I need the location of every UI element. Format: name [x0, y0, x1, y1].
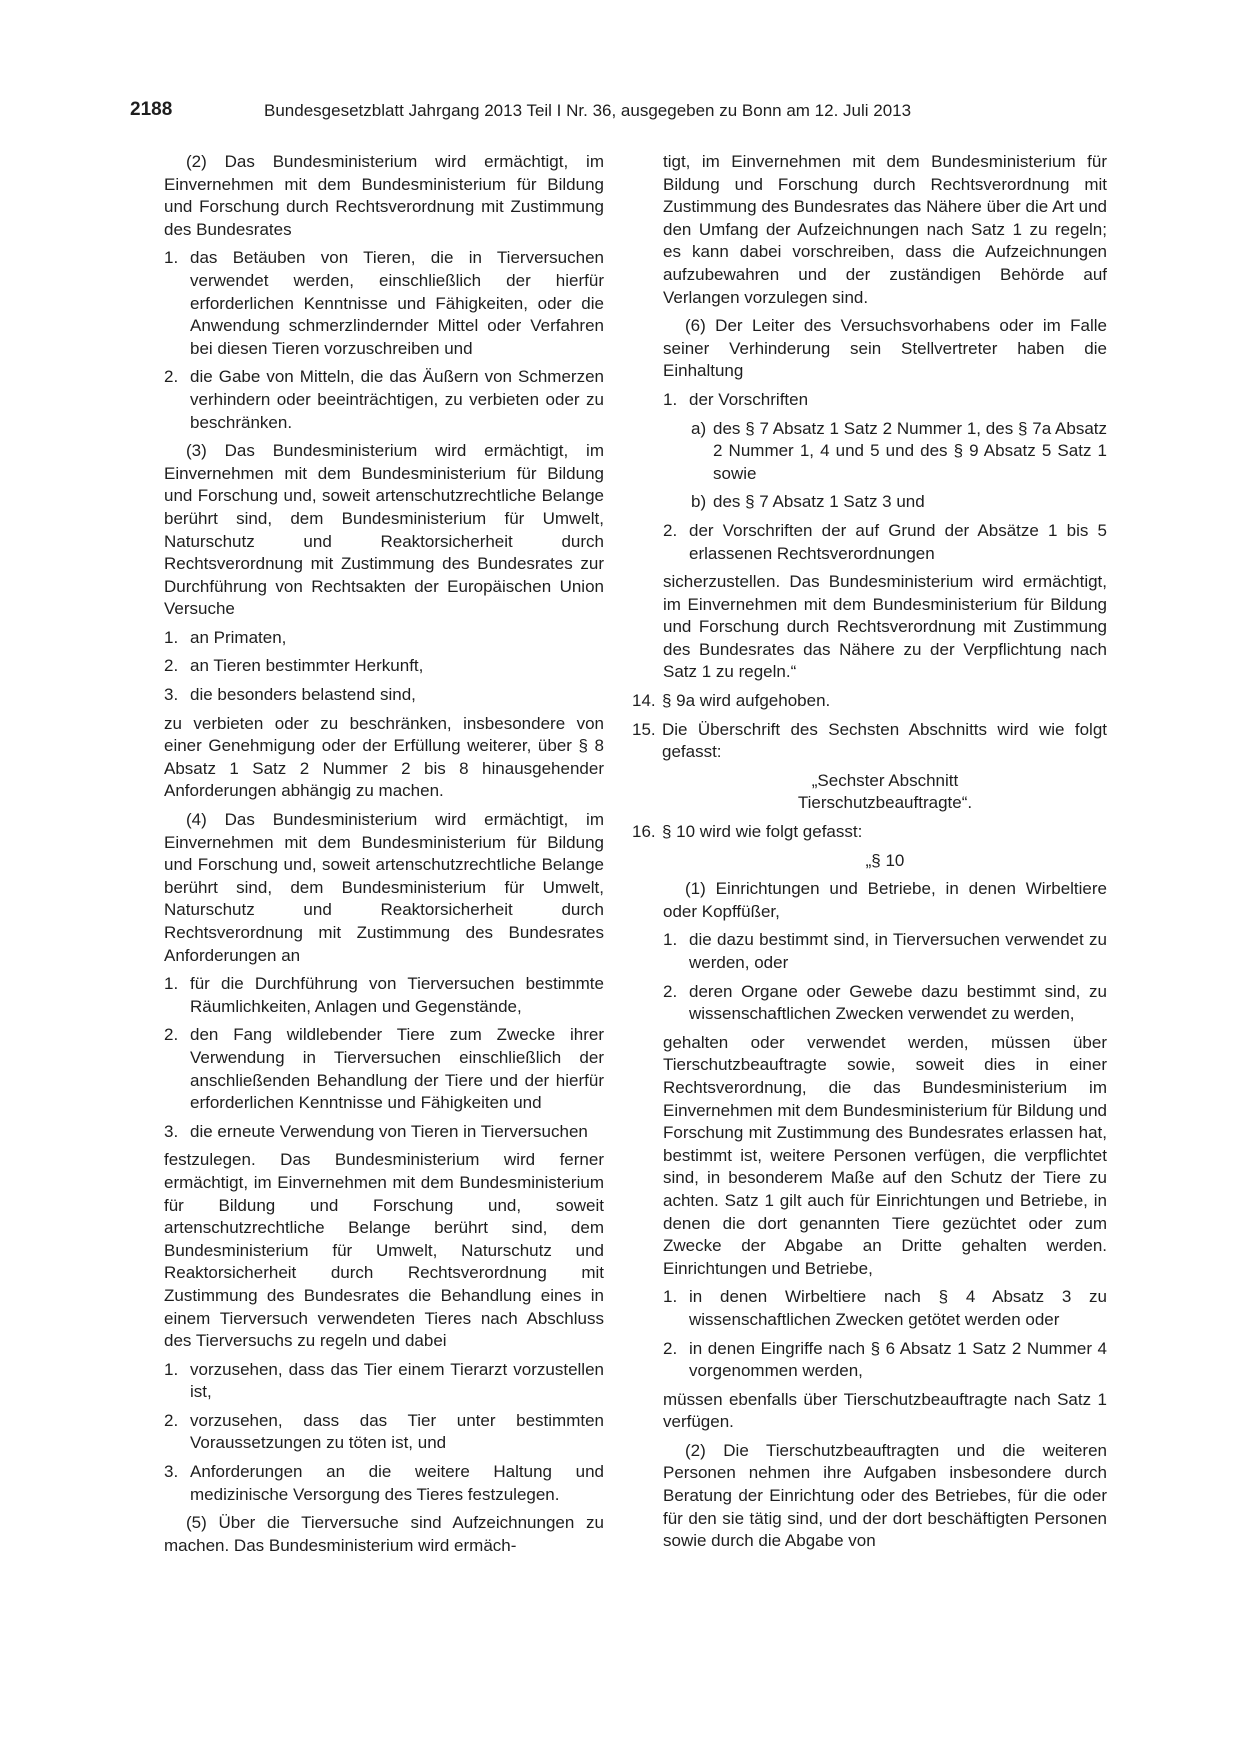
- section-10-paragraph-1-tail: gehalten oder verwendet werden, müssen über Tierschutzbeauftragte sowie, soweit dies in einer Rechtsverordnung, die das Bundesministerium im Einvernehmen mit dem Bundesministerium für Bildung und Forschung mit Zustimmung des Bundesrates erlassen hat, bestimmt ist, weitere Personen verfügen, die verpflichtet sind, in besonderem Maße auf den Schutz der Tiere zu achten. Satz 1 gilt auch für Einrichtungen und Betriebe, in denen die dort genannten Tiere gezüchtet oder zum Zwecke der Abgabe an Dritte gehalten werden. Einrichtungen und Betriebe,: [663, 1032, 1107, 1278]
- list-text: der Vorschriften der auf Grund der Absätze 1 bis 5 erlassenen Rechtsverordnungen: [689, 520, 1107, 563]
- amendment-number: 15.: [632, 719, 656, 739]
- amendment-text: § 10 wird wie folgt gefasst:: [662, 822, 863, 842]
- right-column: [632, 151, 1107, 1559]
- paragraph-6: (6) Der Leiter des Versuchsvorhabens oder im Falle seiner Verhinderung sein Stellvertreter haben die Einhaltung: [663, 316, 1107, 381]
- list-item: [164, 1359, 604, 1404]
- page-number: 2188: [130, 99, 173, 120]
- list-text: des § 7 Absatz 1 Satz 2 Nummer 1, des § 7a Absatz 2 Nummer 1, 4 und 5 und des § 9 Absatz 5 Satz 1 sowie: [713, 418, 1107, 483]
- section-heading-line: Tierschutzbeauftragte“.: [797, 793, 973, 813]
- paragraph-6-tail: sicherzustellen. Das Bundesministerium wird ermächtigt, im Einvernehmen mit dem Bundesministerium für Bildung und Forschung durch Rechtsverordnung mit Zustimmung des Bundesrates das Nähere zu der Verpflichtung nach Satz 1 zu regeln.“: [663, 572, 1107, 682]
- amendment-item-14: [632, 690, 1107, 713]
- list-item: [663, 520, 1107, 565]
- list-text: den Fang wildlebender Tiere zum Zwecke ihrer Verwendung in Tierversuchen einschließlich der anschließenden Behandlung der Tiere und der hierfür erforderlichen Kenntnisse und Fähigkeiten und: [190, 1025, 604, 1113]
- list-item: [663, 1338, 1107, 1383]
- left-column: [164, 151, 604, 1563]
- section-10-paragraph-1-tail-2: müssen ebenfalls über Tierschutzbeauftragte nach Satz 1 verfügen.: [663, 1389, 1107, 1432]
- list-text: die erneute Verwendung von Tieren in Tierversuchen: [190, 1121, 588, 1141]
- list-item: [164, 1461, 604, 1506]
- list-text: vorzusehen, dass das Tier unter bestimmten Voraussetzungen zu töten ist, und: [190, 1410, 604, 1453]
- list-number: 1.: [164, 1359, 179, 1379]
- section-heading: [663, 770, 1107, 815]
- amendment-text: § 9a wird aufgehoben.: [662, 691, 831, 711]
- amendment-item-16: [632, 821, 1107, 844]
- section-10-paragraph-2: (2) Die Tierschutzbeauftragten und die weiteren Personen nehmen ihre Aufgaben insbesondere durch Beratung der Einrichtung oder des Betriebes, für die oder für den sie tätig sind, und der dort beschäftigten Personen sowie durch die Abgabe von: [663, 1440, 1107, 1551]
- paragraph-5: (5) Über die Tierversuche sind Aufzeichnungen zu machen. Das Bundesministerium wird ermäch-: [164, 1513, 604, 1555]
- list-number: 1.: [663, 930, 678, 950]
- list-item: [663, 929, 1107, 974]
- list-item: [164, 1121, 604, 1144]
- list-number: 2.: [663, 520, 678, 540]
- list-item: [164, 627, 604, 650]
- sub-list-item: [663, 491, 1107, 514]
- paragraph-5-continued: tigt, im Einvernehmen mit dem Bundesministerium für Bildung und Forschung durch Rechtsverordnung mit Zustimmung des Bundesrates das Nähere über die Art und den Umfang der Aufzeichnungen nach Satz 1 zu regeln; es kann dabei vorschreiben, dass die Aufzeichnungen aufzubewahren und der zuständigen Behörde auf Verlangen vorzulegen sind.: [663, 152, 1107, 307]
- list-text: vorzusehen, dass das Tier einem Tierarzt vorzustellen ist,: [190, 1359, 604, 1402]
- list-text: in denen Eingriffe nach § 6 Absatz 1 Satz 2 Nummer 4 vorgenommen werden,: [689, 1338, 1107, 1381]
- list-letter: a): [691, 418, 707, 438]
- list-number: 2.: [164, 367, 179, 387]
- paragraph-2: (2) Das Bundesministerium wird ermächtigt, im Einvernehmen mit dem Bundesministerium für Bildung und Forschung durch Rechtsverordnung mit Zustimmung des Bundesrates: [164, 152, 604, 239]
- list-text: der Vorschriften: [689, 389, 809, 409]
- list-item: [164, 247, 604, 360]
- section-10-paragraph-1: (1) Einrichtungen und Betriebe, in denen Wirbeltiere oder Kopffüßer,: [663, 879, 1107, 921]
- amendment-text: Die Überschrift des Sechsten Abschnitts wird wie folgt gefasst:: [662, 719, 1107, 762]
- list-text: deren Organe oder Gewebe dazu bestimmt sind, zu wissenschaftlichen Zwecken verwendet zu werden,: [689, 981, 1107, 1024]
- sub-list-item: [663, 418, 1107, 486]
- list-number: 2.: [663, 1338, 678, 1358]
- list-text: für die Durchführung von Tierversuchen bestimmte Räumlichkeiten, Anlagen und Gegenstände,: [190, 974, 604, 1016]
- list-number: 2.: [663, 981, 678, 1001]
- paragraph-3-tail: zu verbieten oder zu beschränken, insbesondere von einer Genehmigung oder der Erfüllung weiterer, über § 8 Absatz 1 Satz 2 Nummer 2 bis 8 hinausgehender Anforderungen abhängig zu machen.: [164, 713, 604, 801]
- list-item: [164, 973, 604, 1018]
- list-letter: b): [691, 492, 707, 512]
- list-number: 1.: [164, 974, 179, 994]
- list-text: an Primaten,: [190, 627, 287, 647]
- amendment-number: 14.: [632, 691, 656, 711]
- list-number: 2.: [164, 1025, 179, 1045]
- list-number: 2.: [164, 656, 179, 676]
- list-text: des § 7 Absatz 1 Satz 3 und: [713, 492, 925, 512]
- paragraph-4-tail: festzulegen. Das Bundesministerium wird ferner ermächtigt, im Einvernehmen mit dem Bundesministerium für Bildung und Forschung und, soweit artenschutzrechtliche Belange berührt sind, dem Bundesministerium für Umwelt, Naturschutz und Reaktorsicherheit durch Rechtsverordnung mit Zustimmung des Bundesrates die Behandlung eines in einem Tierversuch verwendeten Tieres nach Abschluss des Tierversuchs zu regeln und dabei: [164, 1150, 604, 1351]
- list-number: 2.: [164, 1410, 179, 1430]
- list-text: in denen Wirbeltiere nach § 4 Absatz 3 zu wissenschaftlichen Zwecken getötet werden oder: [689, 1287, 1107, 1329]
- paragraph-3: (3) Das Bundesministerium wird ermächtigt, im Einvernehmen mit dem Bundesministerium für Bildung und Forschung und, soweit artenschutzrechtliche Belange berührt sind, dem Bundesministerium für Umwelt, Naturschutz und Reaktorsicherheit durch Rechtsverordnung mit Zustimmung des Bundesrates zur Durchführung von Rechtsakten der Europäischen Union Versuche: [164, 441, 604, 619]
- list-item: [164, 1410, 604, 1455]
- list-item: [164, 684, 604, 707]
- list-text: die dazu bestimmt sind, in Tierversuchen verwendet zu werden, oder: [689, 930, 1107, 972]
- amendment-number: 16.: [632, 822, 656, 842]
- list-item: [164, 655, 604, 678]
- list-text: an Tieren bestimmter Herkunft,: [190, 656, 424, 676]
- section-title: „§ 10: [865, 850, 905, 870]
- list-number: 1.: [164, 627, 179, 647]
- list-item: [663, 389, 1107, 412]
- list-item: [164, 366, 604, 434]
- list-number: 1.: [164, 248, 179, 268]
- section-heading-line: „Sechster Abschnitt: [811, 770, 959, 790]
- list-item: [663, 981, 1107, 1026]
- amendment-item-15: [632, 719, 1107, 764]
- list-number: 3.: [164, 685, 179, 705]
- list-number: 1.: [663, 389, 678, 409]
- paragraph-4: (4) Das Bundesministerium wird ermächtigt, im Einvernehmen mit dem Bundesministerium für Bildung und Forschung und, soweit artenschutzrechtliche Belange berührt sind, dem Bundesministerium für Umwelt, Naturschutz und Reaktorsicherheit durch Rechtsverordnung mit Zustimmung des Bundesrates Anforderungen an: [164, 810, 604, 965]
- list-item: [663, 1286, 1107, 1331]
- list-number: 3.: [164, 1462, 179, 1482]
- list-text: Anforderungen an die weitere Haltung und medizinische Versorgung des Tieres festzulegen.: [190, 1462, 604, 1504]
- list-text: die Gabe von Mitteln, die das Äußern von Schmerzen verhindern oder beeinträchtigen, zu verbieten oder zu beschränken.: [190, 367, 604, 432]
- list-text: das Betäuben von Tieren, die in Tierversuchen verwendet werden, einschließlich der hierfür erforderlichen Kenntnisse und Fähigkeiten, oder die Anwendung schmerzlindernder Mittel oder Verfahren bei diesen Tieren vorzuschreiben und: [190, 248, 604, 358]
- page-header-title: Bundesgesetzblatt Jahrgang 2013 Teil I Nr. 36, ausgegeben zu Bonn am 12. Juli 2013: [264, 101, 912, 120]
- list-number: 3.: [164, 1121, 179, 1141]
- list-number: 1.: [663, 1287, 678, 1307]
- list-text: die besonders belastend sind,: [190, 685, 416, 705]
- list-item: [164, 1024, 604, 1114]
